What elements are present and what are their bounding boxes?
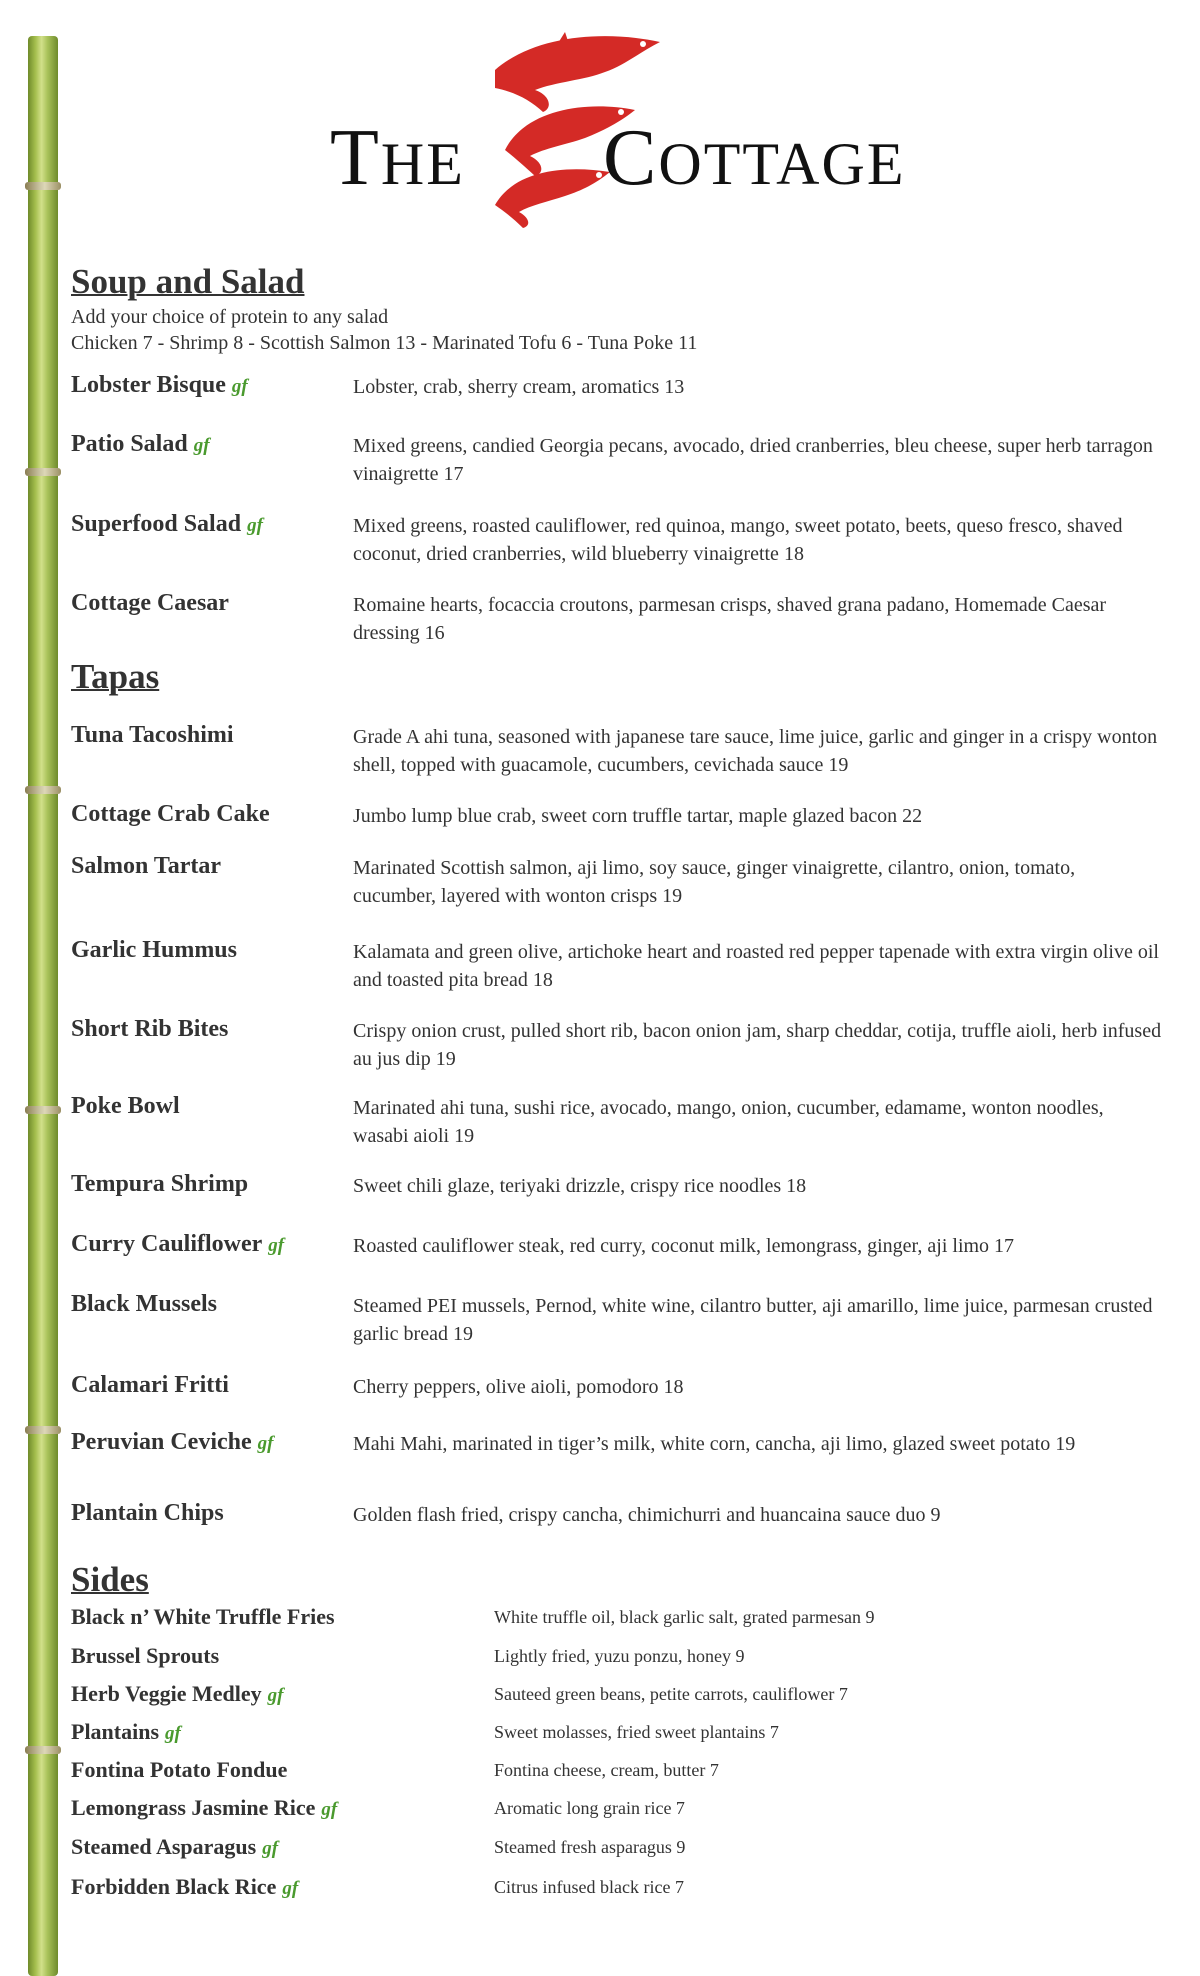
- menu-item-name: Cottage Caesar: [71, 590, 229, 616]
- menu-item-name: Patio Salad gf: [71, 431, 210, 457]
- bamboo-node: [25, 1106, 61, 1114]
- side-item-description: Fontina cheese, cream, butter 7: [494, 1760, 719, 1780]
- bamboo-node: [25, 468, 61, 476]
- protein-note: Add your choice of protein to any salad: [71, 306, 389, 328]
- menu-item-name: Tempura Shrimp: [71, 1171, 249, 1197]
- side-item-description: White truffle oil, black garlic salt, grated parmesan 9: [494, 1607, 875, 1627]
- menu-item-name: Lobster Bisque gf: [71, 372, 248, 398]
- menu-item-description: Roasted cauliflower steak, red curry, coconut milk, lemongrass, ginger, aji limo 17: [353, 1235, 1015, 1257]
- menu-item-description: Mixed greens, roasted cauliflower, red quinoa, mango, sweet potato, beets, queso fresco, shaved coconut, dried cranberries, wild blueberry vinaigrette 18: [353, 515, 1123, 565]
- gluten-free-badge: gf: [193, 435, 210, 456]
- side-item-name: Lemongrass Jasmine Rice gf: [71, 1795, 338, 1820]
- menu-item-description: Marinated ahi tuna, sushi rice, avocado, mango, onion, cucumber, edamame, wonton noodles, wasabi aioli 19: [353, 1097, 1104, 1147]
- menu-item-description: Kalamata and green olive, artichoke heart and roasted red pepper tapenade with extra virgin olive oil and toasted pita bread 18: [353, 941, 1159, 991]
- menu-item-description: Marinated Scottish salmon, aji limo, soy sauce, ginger vinaigrette, cilantro, onion, tomato, cucumber, layered with wonton crisps 19: [353, 857, 1076, 907]
- menu-item-description: Jumbo lump blue crab, sweet corn truffle tartar, maple glazed bacon 22: [353, 805, 923, 827]
- gluten-free-badge: gf: [321, 1799, 338, 1820]
- bamboo-node: [25, 182, 61, 190]
- side-item-name: Steamed Asparagus gf: [71, 1834, 279, 1859]
- menu-item-name: Black Mussels: [71, 1291, 218, 1317]
- menu-item-description: Crispy onion crust, pulled short rib, bacon onion jam, sharp cheddar, cotija, truffle aioli, herb infused au jus dip 19: [353, 1020, 1162, 1070]
- menu-item-description: Steamed PEI mussels, Pernod, white wine, cilantro butter, aji amarillo, lime juice, parmesan crusted garlic bread 19: [353, 1295, 1153, 1345]
- gluten-free-badge: gf: [268, 1235, 285, 1256]
- gluten-free-badge: gf: [165, 1723, 181, 1744]
- bamboo-stalk-decoration: [28, 36, 58, 1976]
- menu-item-description: Mahi Mahi, marinated in tiger’s milk, white corn, cancha, aji limo, glazed sweet potato 19: [353, 1433, 1076, 1455]
- gluten-free-badge: gf: [257, 1433, 274, 1454]
- menu-item-name: Poke Bowl: [71, 1093, 180, 1119]
- menu-item-name: Superfood Salad gf: [71, 511, 263, 537]
- section-title-soup-salad: Soup and Salad: [71, 262, 305, 301]
- logo-word-the: THE: [330, 114, 465, 202]
- bamboo-node: [25, 1746, 61, 1754]
- menu-item-description: Lobster, crab, sherry cream, aromatics 13: [353, 376, 685, 398]
- side-item-name: Fontina Potato Fondue: [71, 1757, 288, 1782]
- side-item-name: Brussel Sprouts: [71, 1643, 220, 1668]
- gluten-free-badge: gf: [231, 376, 248, 397]
- menu-item-name: Tuna Tacoshimi: [71, 722, 234, 748]
- side-item-name: Black n’ White Truffle Fries: [71, 1604, 335, 1629]
- gluten-free-badge: gf: [267, 1685, 284, 1706]
- menu-item-description: Sweet chili glaze, teriyaki drizzle, crispy rice noodles 18: [353, 1175, 807, 1197]
- menu-item-description: Romaine hearts, focaccia croutons, parmesan crisps, shaved grana padano, Homemade Caesar dressing 16: [353, 594, 1107, 644]
- gluten-free-badge: gf: [262, 1838, 279, 1859]
- protein-options: Chicken 7 - Shrimp 8 - Scottish Salmon 13 - Marinated Tofu 6 - Tuna Poke 11: [71, 332, 698, 354]
- side-item-name: Forbidden Black Rice gf: [71, 1874, 299, 1899]
- bamboo-node: [25, 786, 61, 794]
- section-title-tapas: Tapas: [71, 657, 160, 696]
- restaurant-logo: [320, 30, 1000, 230]
- side-item-name: Herb Veggie Medley gf: [71, 1681, 284, 1706]
- menu-item-name: Plantain Chips: [71, 1500, 224, 1526]
- gluten-free-badge: gf: [282, 1878, 299, 1899]
- menu-item-name: Short Rib Bites: [71, 1016, 229, 1042]
- bamboo-node: [25, 1426, 61, 1434]
- menu-item-description: Cherry peppers, olive aioli, pomodoro 18: [353, 1376, 684, 1398]
- side-item-description: Sauteed green beans, petite carrots, cauliflower 7: [494, 1684, 848, 1704]
- gluten-free-badge: gf: [247, 515, 263, 536]
- side-item-description: Lightly fried, yuzu ponzu, honey 9: [494, 1646, 745, 1666]
- side-item-description: Aromatic long grain rice 7: [494, 1798, 685, 1818]
- menu-item-description: Grade A ahi tuna, seasoned with japanese tare sauce, lime juice, garlic and ginger in a crispy wonton shell, topped with guacamole, cucumbers, cevichada sauce 19: [353, 726, 1158, 776]
- menu-item-name: Salmon Tartar: [71, 853, 222, 879]
- menu-item-name: Garlic Hummus: [71, 937, 237, 963]
- side-item-description: Steamed fresh asparagus 9: [494, 1837, 686, 1857]
- side-item-name: Plantains gf: [71, 1719, 181, 1744]
- side-item-description: Citrus infused black rice 7: [494, 1877, 684, 1897]
- menu-item-name: Cottage Crab Cake: [71, 801, 270, 827]
- logo-word-cottage: COTTAGE: [603, 114, 906, 202]
- menu-item-name: Calamari Fritti: [71, 1372, 229, 1398]
- menu-item-description: Mixed greens, candied Georgia pecans, avocado, dried cranberries, bleu cheese, super herb tarragon vinaigrette 17: [353, 435, 1153, 485]
- section-title-sides: Sides: [71, 1560, 149, 1599]
- menu-item-name: Curry Cauliflower gf: [71, 1231, 285, 1257]
- side-item-description: Sweet molasses, fried sweet plantains 7: [494, 1722, 779, 1742]
- menu-item-name: Peruvian Ceviche gf: [71, 1429, 274, 1455]
- menu-item-description: Golden flash fried, crispy cancha, chimichurri and huancaina sauce duo 9: [353, 1504, 941, 1526]
